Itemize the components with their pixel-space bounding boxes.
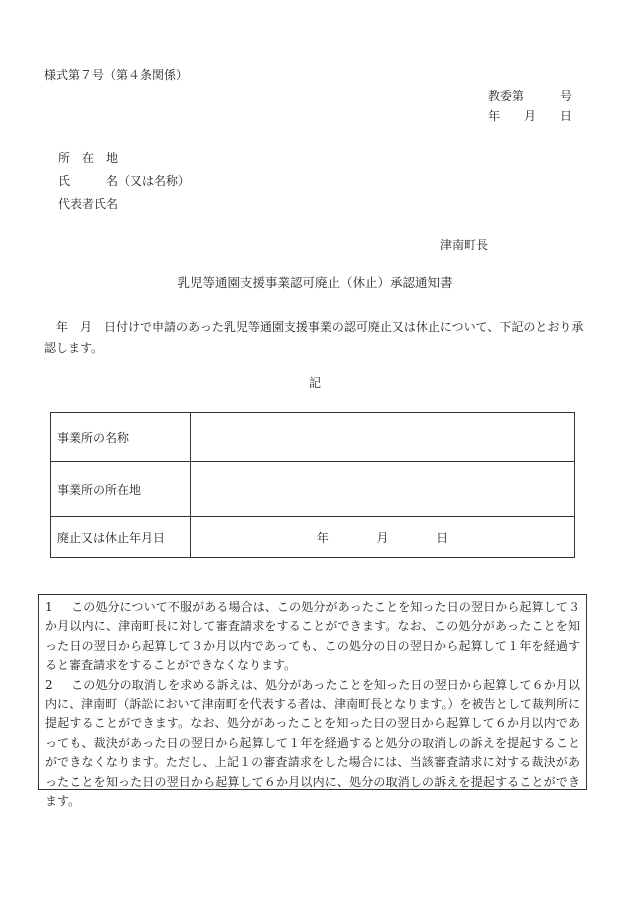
- row-label-closure-date: 廃止又は休止年月日: [51, 517, 191, 558]
- row-value-facility-address: [191, 462, 575, 517]
- appeal-notice-box: [38, 594, 587, 809]
- recipient-address-label: 所 在 地: [58, 151, 119, 165]
- row-label-facility-name: 事業所の名称: [51, 413, 191, 462]
- document-date: 年 月 日: [488, 109, 573, 123]
- table-row: [51, 462, 575, 517]
- notice-item-text: この処分の取消しを求める訴えは、処分があったことを知った日の翌日から起算して６か月以内に、津南町（訴訟において津南町を代表する者は、津南町長となります。）を被告として裁判所に提起することができます。なお、処分があったことを知った日の翌日から起算して６か月以内であっても、裁決があった日の翌日から起算して１年を経過すると処分の取消しの訴えを提起することができなくなります。ただし、上記１の審査請求をした場合には、当該審査請求に対する裁決があったことを知った日の翌日から起算して６か月以内に、処分の取消しの訴えを提起することができます。: [45, 677, 580, 809]
- date-month: 月: [376, 530, 389, 545]
- sender-name: 津南町長: [440, 238, 489, 252]
- row-value-closure-date: [191, 517, 575, 558]
- notice-item: [45, 598, 580, 676]
- form-number: 様式第７号（第４条関係）: [44, 68, 189, 82]
- date-day: 日: [436, 530, 449, 545]
- body-text: 年 月 日付けで申請のあった乳児等通園支援事業の認可廃止又は休止について、下記のとおり承認します。: [44, 320, 584, 355]
- notice-item-number: 1: [45, 600, 53, 614]
- details-table: [50, 412, 575, 558]
- ki-heading: 記: [308, 376, 321, 390]
- row-value-facility-name: [191, 413, 575, 462]
- date-year: 年: [316, 530, 329, 545]
- notice-item-number: 2: [45, 677, 53, 692]
- row-label-facility-address: 事業所の所在地: [51, 462, 191, 517]
- document-title: 乳児等通園支援事業認可廃止（休止）承認通知書: [177, 275, 453, 290]
- notice-item: [45, 676, 580, 812]
- recipient-name-label: 氏 名（又は名称）: [58, 174, 191, 188]
- notice-item-text: この処分について不服がある場合は、この処分があったことを知った日の翌日から起算して３か月以内に、津南町長に対して審査請求をすることができます。なお、この処分があったことを知った日の翌日から起算して３か月以内であっても、この処分の日の翌日から起算して１年を経過すると審査請求をすることができなくなります。: [45, 600, 580, 673]
- table-row: [51, 517, 575, 558]
- recipient-representative-label: 代表者氏名: [58, 197, 119, 211]
- table-row: [51, 413, 575, 462]
- document-number: 教委第 号: [488, 89, 573, 103]
